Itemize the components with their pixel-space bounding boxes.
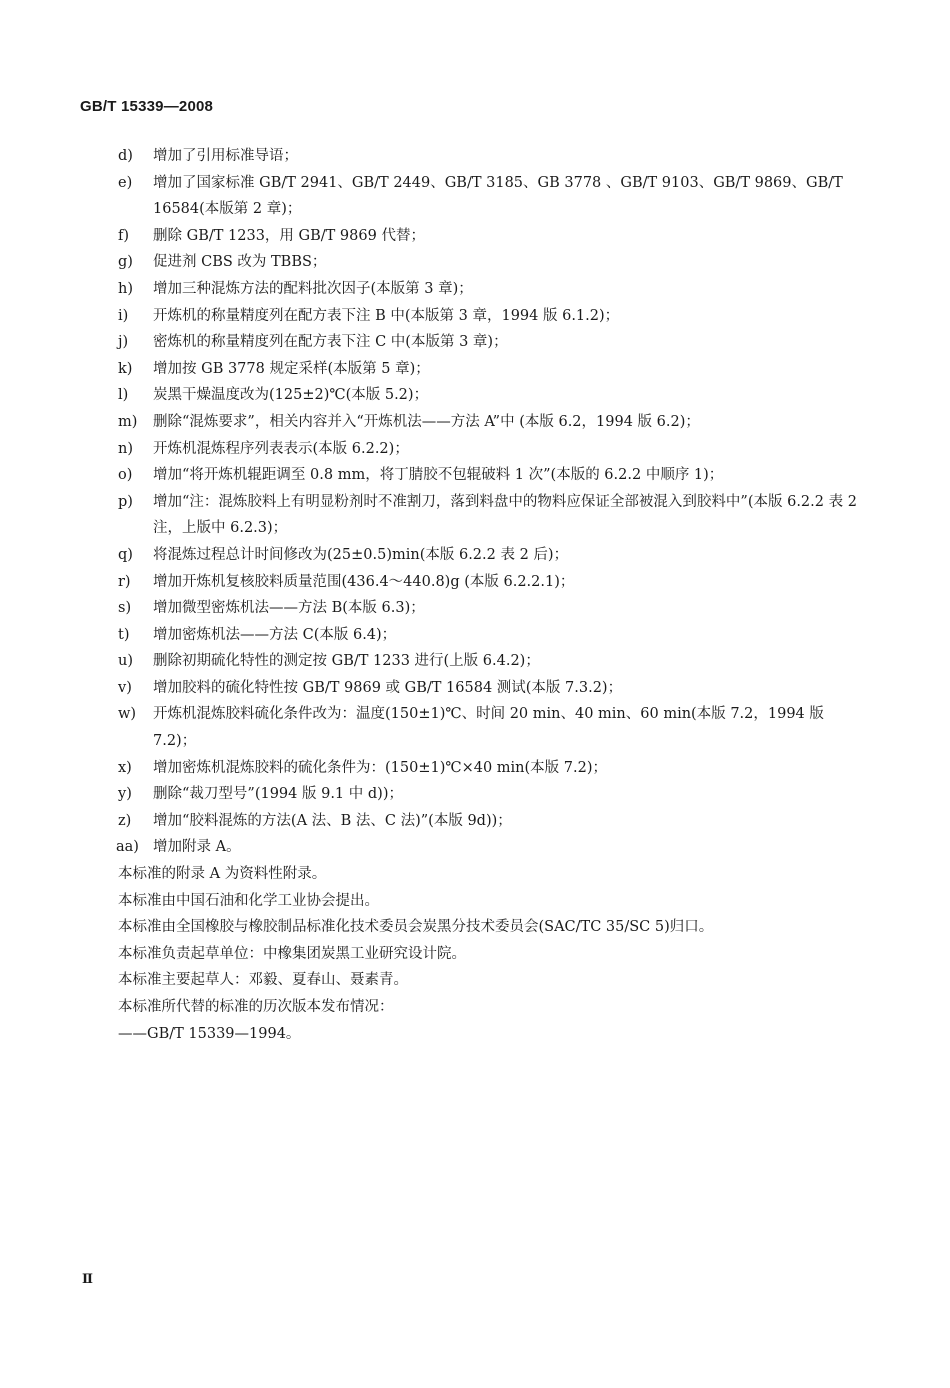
list-item xyxy=(0,808,868,835)
list-item-label: q) xyxy=(118,546,133,563)
list-item-text: 删除 GB/T 1233，用 GB/T 9869 代替； xyxy=(153,227,425,244)
list-item-label: f) xyxy=(118,227,130,244)
list-item-text: 将混炼过程总计时间修改为(25±0.5)min(本版 6.2.2 表 2 后)； xyxy=(153,546,569,563)
list-item-text: 增加附录 A。 xyxy=(153,839,241,856)
list-item-label: z) xyxy=(118,812,132,829)
list-item xyxy=(0,462,868,489)
proposer-note: 本标准由中国石油和化学工业协会提出。 xyxy=(118,892,379,909)
list-item-label: u) xyxy=(118,653,133,670)
list-item-text: 增加了引用标准导语； xyxy=(153,148,298,164)
list-item-label: r) xyxy=(118,573,131,590)
list-item xyxy=(0,329,868,356)
list-item xyxy=(0,675,868,702)
list-item-text: 增加按 GB 3778 规定采样(本版第 5 章)； xyxy=(153,360,430,377)
list-item-text: 增加胶料的硫化特性按 GB/T 9869 或 GB/T 16584 测试(本版 7.3.2)； xyxy=(153,679,623,696)
list-item xyxy=(0,409,868,436)
list-item xyxy=(0,436,868,463)
list-item-text: 密炼机的称量精度列在配方表下注 C 中(本版第 3 章)； xyxy=(153,334,508,351)
list-item-text: 增加“胶料混炼的方法(A 法、B 法、C 法)”(本版 9d))； xyxy=(153,812,512,829)
list-item-text: 增加微型密炼机法——方法 B(本版 6.3)； xyxy=(153,600,425,617)
list-item xyxy=(0,170,868,223)
list-item xyxy=(0,781,868,808)
list-item-label: w) xyxy=(118,706,137,723)
list-item-text: 增加“将开炼机辊距调至 0.8 mm，将丁腈胶不包辊破料 1 次”(本版的 6.2.2 中顺序 1)； xyxy=(153,467,724,484)
list-item-text: 开炼机的称量精度列在配方表下注 B 中(本版第 3 章，1994 版 6.1.2)； xyxy=(153,307,620,324)
list-item-text: 删除“混炼要求”，相关内容并入“开炼机法——方法 A”中 (本版 6.2，1994 版 6.2)； xyxy=(153,413,700,430)
list-item xyxy=(0,143,868,170)
page-number: Ⅱ xyxy=(82,1272,93,1287)
document-body xyxy=(0,143,950,1047)
list-item xyxy=(0,595,868,622)
drafters-note: 本标准主要起草人：邓毅、夏春山、聂素青。 xyxy=(118,972,408,989)
list-item-text: 开炼机混炼程序列表表示(本版 6.2.2)； xyxy=(153,440,409,457)
list-item-text: 增加开炼机复核胶料质量范围(436.4～440.8)g (本版 6.2.2.1)； xyxy=(153,573,575,590)
list-item-text: 增加密炼机混炼胶料的硫化条件为：(150±1)℃×40 min(本版 7.2)； xyxy=(153,759,608,776)
list-item-text: 促进剂 CBS 改为 TBBS； xyxy=(153,254,327,271)
list-item-text: 增加三种混炼方法的配料批次因子(本版第 3 章)； xyxy=(153,280,473,297)
list-item xyxy=(0,276,868,303)
list-item xyxy=(0,648,868,675)
list-item xyxy=(0,303,868,330)
list-item-label: h) xyxy=(118,280,133,297)
list-item-label: d) xyxy=(118,148,133,164)
list-item-text: 炭黑干燥温度改为(125±2)℃(本版 5.2)； xyxy=(153,387,429,404)
list-item-label: l) xyxy=(118,387,129,404)
list-item-label: aa) xyxy=(116,839,139,856)
list-item-label: o) xyxy=(118,467,133,484)
list-item xyxy=(0,755,868,782)
list-item-label: v) xyxy=(118,679,132,696)
list-item-label: y) xyxy=(118,786,132,803)
list-item-label: j) xyxy=(118,334,129,351)
version-history-entry: ——GB/T 15339—1994。 xyxy=(118,1025,301,1042)
list-item-text: 删除“裁刀型号”(1994 版 9.1 中 d))； xyxy=(153,786,403,803)
list-item-label: i) xyxy=(118,307,129,324)
version-history-heading: 本标准所代替的标准的历次版本发布情况： xyxy=(118,999,394,1015)
list-item xyxy=(0,834,868,861)
list-item-label: e) xyxy=(118,174,133,191)
list-item-label: k) xyxy=(118,360,133,377)
list-item xyxy=(0,356,868,383)
list-item-text: 增加密炼机法——方法 C(本版 6.4)； xyxy=(153,626,397,643)
list-item xyxy=(0,489,868,542)
list-item xyxy=(0,223,868,250)
list-item-label: t) xyxy=(118,626,130,643)
list-item xyxy=(0,542,868,569)
list-item xyxy=(0,382,868,409)
list-item-label: p) xyxy=(118,493,133,510)
list-item-text: 增加了国家标准 GB/T 2941、GB/T 2449、GB/T 3185、GB 3778 、GB/T 9103、GB/T 9869、GB/T 16584(本版第 2 章)； xyxy=(153,174,843,218)
list-item-text: 增加“注：混炼胶料上有明显粉剂时不准割刀，落到料盘中的物料应保证全部被混入到胶料中”(本版 6.2.2 表 2 注，上版中 6.2.3)； xyxy=(153,493,857,537)
committee-note: 本标准由全国橡胶与橡胶制品标准化技术委员会炭黑分技术委员会(SAC/TC 35/SC 5)归口。 xyxy=(118,919,714,936)
list-item-label: n) xyxy=(118,440,133,457)
list-item-text: 删除初期硫化特性的测定按 GB/T 1233 进行(上版 6.4.2)； xyxy=(153,653,540,670)
standard-code-header: GB/T 15339—2008 xyxy=(80,98,214,115)
list-item-label: g) xyxy=(118,254,133,271)
drafting-unit-note: 本标准负责起草单位：中橡集团炭黑工业研究设计院。 xyxy=(118,945,466,962)
appendix-note: 本标准的附录 A 为资料性附录。 xyxy=(118,866,327,883)
list-item xyxy=(0,569,868,596)
list-item xyxy=(0,622,868,649)
list-item-text: 开炼机混炼胶料硫化条件改为：温度(150±1)℃、时间 20 min、40 min、60 min(本版 7.2，1994 版 7.2)； xyxy=(153,706,824,750)
list-item xyxy=(0,249,868,276)
list-item-label: m) xyxy=(118,413,138,430)
list-item-label: x) xyxy=(118,759,132,776)
list-item-label: s) xyxy=(118,600,132,617)
list-item xyxy=(0,701,868,754)
